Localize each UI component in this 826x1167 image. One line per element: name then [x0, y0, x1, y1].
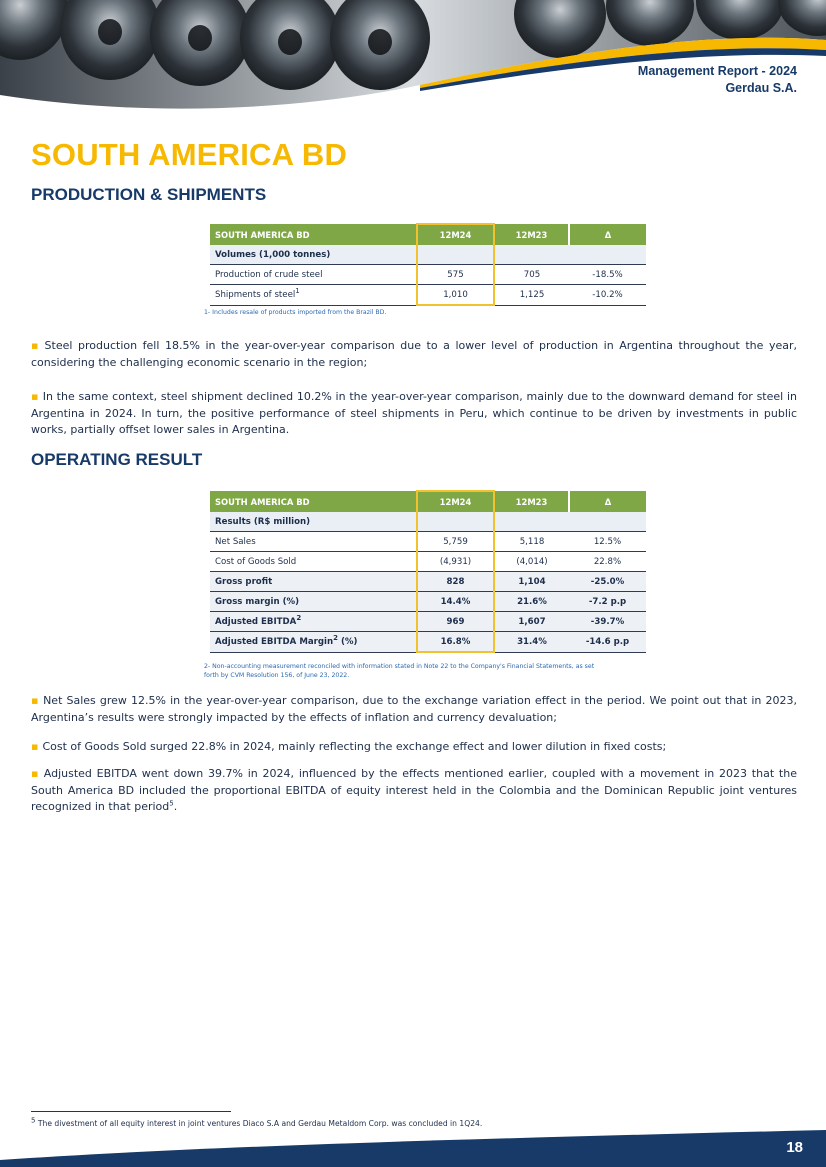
subheader-label: Volumes (1,000 tonnes) [210, 245, 417, 265]
table-cell [494, 512, 569, 532]
column-header: Δ [569, 491, 646, 512]
table-header-row [210, 491, 646, 512]
table-cell [569, 512, 646, 532]
cogs-paragraph: ▪ Cost of Goods Sold surged 22.8% in 2024, mainly reflecting the exchange effect and lower dilution in fixed costs; [31, 740, 667, 753]
value-12m24: 5,759 [417, 532, 494, 552]
value-12m24: 1,010 [417, 285, 494, 306]
value-12m23: (4,014) [494, 552, 569, 572]
value-12m24: 575 [417, 265, 494, 285]
value-12m24: (4,931) [417, 552, 494, 572]
ebitda-paragraph: ▪ Adjusted EBITDA went down 39.7% in 2024, influenced by the effects mentioned earlier, coupled with a movement in 2023 that the South America BD included the proportional EBITDA of equity interest held in the Colombia and the Dominican Republic joint ventures recognized in that period$^5$. [31, 767, 797, 814]
footnote-divider [31, 1111, 231, 1112]
page-number: 18 [786, 1139, 803, 1156]
table-row [210, 265, 646, 285]
value-12m23: 31.4% [494, 632, 569, 653]
value-delta: -25.0% [569, 572, 646, 592]
value-delta: -18.5% [569, 265, 646, 285]
table-row [210, 285, 646, 306]
table-cell [569, 245, 646, 265]
bullet-icon: ▪ [31, 390, 39, 403]
value-12m24: 14.4% [417, 592, 494, 612]
report-title: Management Report - 2024 [637, 64, 797, 78]
bullet-icon: ▪ [31, 694, 40, 707]
bullet-icon: ▪ [31, 767, 40, 780]
value-12m23: 1,104 [494, 572, 569, 592]
value-delta: 12.5% [569, 532, 646, 552]
value-delta: -10.2% [569, 285, 646, 306]
production-paragraph: ▪ Steel production fell 18.5% in the year-over-year comparison due to a lower level of production in Argentina throughout the year, considering the challenging economic scenario in the region; [31, 339, 797, 369]
row-label: Shipments of steel$^1$ [210, 285, 417, 306]
report-header [638, 63, 797, 97]
company-name: Gerdau S.A. [725, 81, 797, 95]
table-header-row [210, 224, 646, 245]
row-label: Gross margin (%) [210, 592, 417, 612]
row-label: Gross profit [210, 572, 417, 592]
table-row [210, 532, 646, 552]
production-table-note: 1- Includes resale of products imported from the Brazil BD. [204, 309, 387, 316]
value-delta: 22.8% [569, 552, 646, 572]
row-label: Adjusted EBITDA Margin$^2$ (%) [210, 632, 417, 653]
column-header: SOUTH AMERICA BD [210, 224, 417, 245]
table-cell [417, 512, 494, 532]
footnote: $^5$ The divestment of all equity interest in joint ventures Diaco S.A and Gerdau Metaldom Corp. was concluded in 1Q24. [31, 1116, 483, 1128]
operating-result-table [210, 490, 646, 653]
row-label: Adjusted EBITDA$^2$ [210, 612, 417, 632]
column-header: Δ [569, 224, 646, 245]
footnote-ref: 1 [295, 286, 300, 295]
net-sales-paragraph: ▪ Net Sales grew 12.5% in the year-over-year comparison, due to the exchange variation effect in the period. We point out that in 2023, Argentina’s results were strongly impacted by the effects of inflation and currency devaluation; [31, 694, 797, 724]
value-delta: -39.7% [569, 612, 646, 632]
table-cell [494, 245, 569, 265]
value-12m23: 1,607 [494, 612, 569, 632]
footnote-ref: 2 [333, 633, 338, 642]
footnote-ref: 5 [169, 799, 174, 808]
footnote-ref: 2 [296, 613, 302, 622]
operating-heading: OPERATING RESULT [31, 450, 203, 469]
table-subheader-row [210, 245, 646, 265]
bullet-icon: ▪ [31, 740, 39, 753]
column-header: 12M23 [494, 491, 569, 512]
value-12m23: 5,118 [494, 532, 569, 552]
column-header: 12M23 [494, 224, 569, 245]
value-12m23: 21.6% [494, 592, 569, 612]
table-row [210, 632, 646, 653]
table-row [210, 552, 646, 572]
footer-band [0, 1128, 826, 1167]
table-subheader-row [210, 512, 646, 532]
value-12m24: 16.8% [417, 632, 494, 653]
table-row [210, 592, 646, 612]
subheader-label: Results (R$ million) [210, 512, 417, 532]
row-label: Net Sales [210, 532, 417, 552]
shipments-paragraph: ▪ In the same context, steel shipment declined 10.2% in the year-over-year comparison, mainly due to the downward demand for steel in Argentina in 2024. In turn, the positive performance of steel shipments in Peru, which continue to be driven by investments in public works, partially offset lower sales in Argentina. [31, 390, 797, 437]
table-row [210, 612, 646, 632]
value-12m23: 1,125 [494, 285, 569, 306]
section-title: SOUTH AMERICA BD [31, 137, 348, 172]
value-delta: -14.6 p.p [569, 632, 646, 653]
value-delta: -7.2 p.p [569, 592, 646, 612]
column-header: 12M24 [417, 491, 494, 512]
value-12m23: 705 [494, 265, 569, 285]
operating-table-note: 2- Non-accounting measurement reconciled with information stated in Note 22 to the Company's Financial Statements, as set forth by CVM Resolution 156, of June 23, 2022. [204, 663, 595, 679]
production-heading: PRODUCTION & SHIPMENTS [31, 185, 267, 204]
value-12m24: 969 [417, 612, 494, 632]
table-cell [417, 245, 494, 265]
column-header: SOUTH AMERICA BD [210, 491, 417, 512]
bullet-icon: ▪ [31, 339, 41, 352]
row-label: Production of crude steel [210, 265, 417, 285]
value-12m24: 828 [417, 572, 494, 592]
column-header: 12M24 [417, 224, 494, 245]
table-row [210, 572, 646, 592]
row-label: Cost of Goods Sold [210, 552, 417, 572]
production-table [210, 223, 646, 306]
